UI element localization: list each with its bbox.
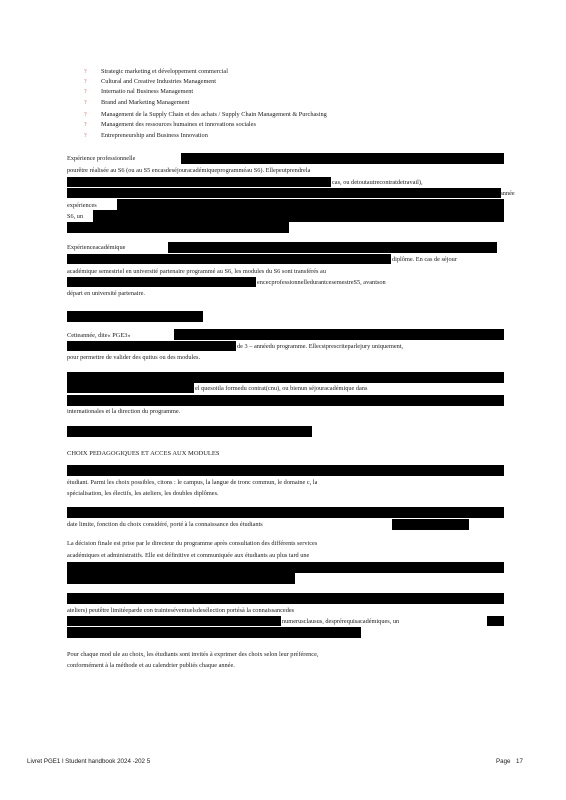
redaction-block: [67, 383, 194, 393]
paragraph-line: conformément à la méthode et au calendrier publiés chaque année.: [67, 662, 235, 669]
bullet-marker: ?: [84, 133, 87, 139]
bullet-item: Internatio nal Business Management: [101, 88, 194, 95]
paragraph-line: Expérienceacadémique: [67, 244, 126, 251]
redaction-block: [67, 593, 504, 604]
bullet-item: Cultural and Creative Industries Management: [101, 78, 217, 85]
redaction-block: [67, 562, 504, 573]
bullet-item: Brand and Marketing Management: [101, 99, 190, 106]
bullet-item: Management de la Supply Chain et des achats / Supply Chain Management & Purchasing: [101, 111, 327, 118]
redaction-block: [67, 507, 504, 518]
footer-booklet-title: Livret PGE1 l Student handbook 2024 -202 5: [27, 758, 151, 765]
redaction-block: [168, 242, 497, 253]
paragraph-line: Pour chaque mod ule au choix, les étudiants sont invités à exprimer des choix selon leur préférence,: [67, 651, 319, 658]
redaction-block: [117, 199, 504, 210]
paragraph-line: La décision finale est prise par le directeur du programme après consultation des différents services: [67, 540, 318, 547]
redaction-block: [487, 616, 504, 626]
bullet-marker: ?: [84, 79, 87, 85]
section-heading: CHOIX PEDAGOGIQUES ET ACCES AUX MODULES: [67, 450, 220, 457]
redaction-block: [93, 210, 504, 222]
paragraph-line: ateliers) peutêtre limitéeparde con trainteséventuelsdesélection portésà la connaissancedes: [67, 607, 295, 614]
redaction-block: [67, 627, 361, 638]
paragraph-line: académiques et administratifs. Elle est définitive et communiquée aux étudiants au plus tard une: [67, 552, 310, 559]
paragraph-line: date limite, fonction du choix considéré, porté à la connaissance des étudiants: [67, 521, 263, 528]
bullet-marker: ?: [84, 69, 87, 75]
redaction-block: [174, 329, 504, 340]
bullet-marker: ?: [84, 100, 87, 106]
paragraph-line: diplôme. En cas de séjour: [392, 256, 457, 263]
paragraph-line: pour permettre de valider des quitus ou des modules.: [67, 354, 201, 361]
paragraph-line: pourêtre réalisée au S6 (ou au S5 encasdeséjouracadémiqueprogramméau S6). Ellepeutprendrela: [67, 167, 311, 174]
bullet-item: Management des ressources humaines et innovations sociales: [101, 121, 256, 128]
paragraph-line: internationales et la direction du programme.: [67, 408, 181, 415]
bullet-marker: ?: [84, 122, 87, 128]
redaction-block: [67, 616, 281, 626]
redaction-block: [67, 277, 256, 287]
redaction-block: [392, 519, 469, 530]
paragraph-line: académique semestriel en université partenaire programmé au S6, les modules du S6 sont transférés au: [67, 268, 326, 275]
redaction-block: [67, 395, 504, 406]
redaction-block: [67, 177, 331, 187]
footer-page-number: 17: [516, 758, 523, 765]
paragraph-line: expériences: [67, 202, 97, 209]
paragraph-line: S6, un: [67, 213, 84, 220]
paragraph-line: Expérience professionnelle: [67, 155, 136, 162]
paragraph-line: spécialisation, les électifs, les ateliers, les doubles diplômes.: [67, 490, 219, 497]
paragraph-line: encecprofessionnelledurantcesemestreS5, avantson: [257, 279, 386, 286]
redaction-block: [67, 222, 289, 233]
redaction-block: [67, 573, 295, 584]
paragraph-line: cas, ou detoutautrecontratdetravail),: [332, 179, 423, 186]
paragraph-line: année: [500, 190, 515, 197]
redaction-block: [67, 254, 391, 264]
redaction-block: [67, 372, 504, 383]
paragraph-line: el quesoitla formedu contrat(cnu), ou bienun séjouracadémique dans: [195, 385, 368, 392]
redaction-block: [67, 188, 501, 198]
redaction-block: [67, 311, 203, 322]
redaction-block: [181, 153, 504, 164]
paragraph-line: de 3 – annéedu programme. Ellecstprescriteparlejury uniquement,: [237, 343, 404, 350]
bullet-marker: ?: [84, 89, 87, 95]
bullet-marker: ?: [84, 112, 87, 118]
bullet-item: Entrepreneurship and Business Innovation: [101, 132, 208, 139]
bullet-item: Strategic marketing et développement commercial: [101, 68, 228, 75]
paragraph-line: Cetteannée, dite« PGE3»: [67, 332, 131, 339]
paragraph-line: étudiant. Parmi les choix possibles, citons : le campus, la langue de tronc commun, le domaine c, la: [67, 479, 318, 486]
redaction-block: [67, 465, 504, 476]
footer-page-label: Page: [496, 758, 511, 765]
redaction-block: [67, 341, 236, 351]
paragraph-line: départ en université partenaire.: [67, 290, 145, 297]
redaction-block: [67, 426, 312, 437]
paragraph-line: numerusclausus, desprérequisacadémiques, un: [282, 618, 400, 625]
